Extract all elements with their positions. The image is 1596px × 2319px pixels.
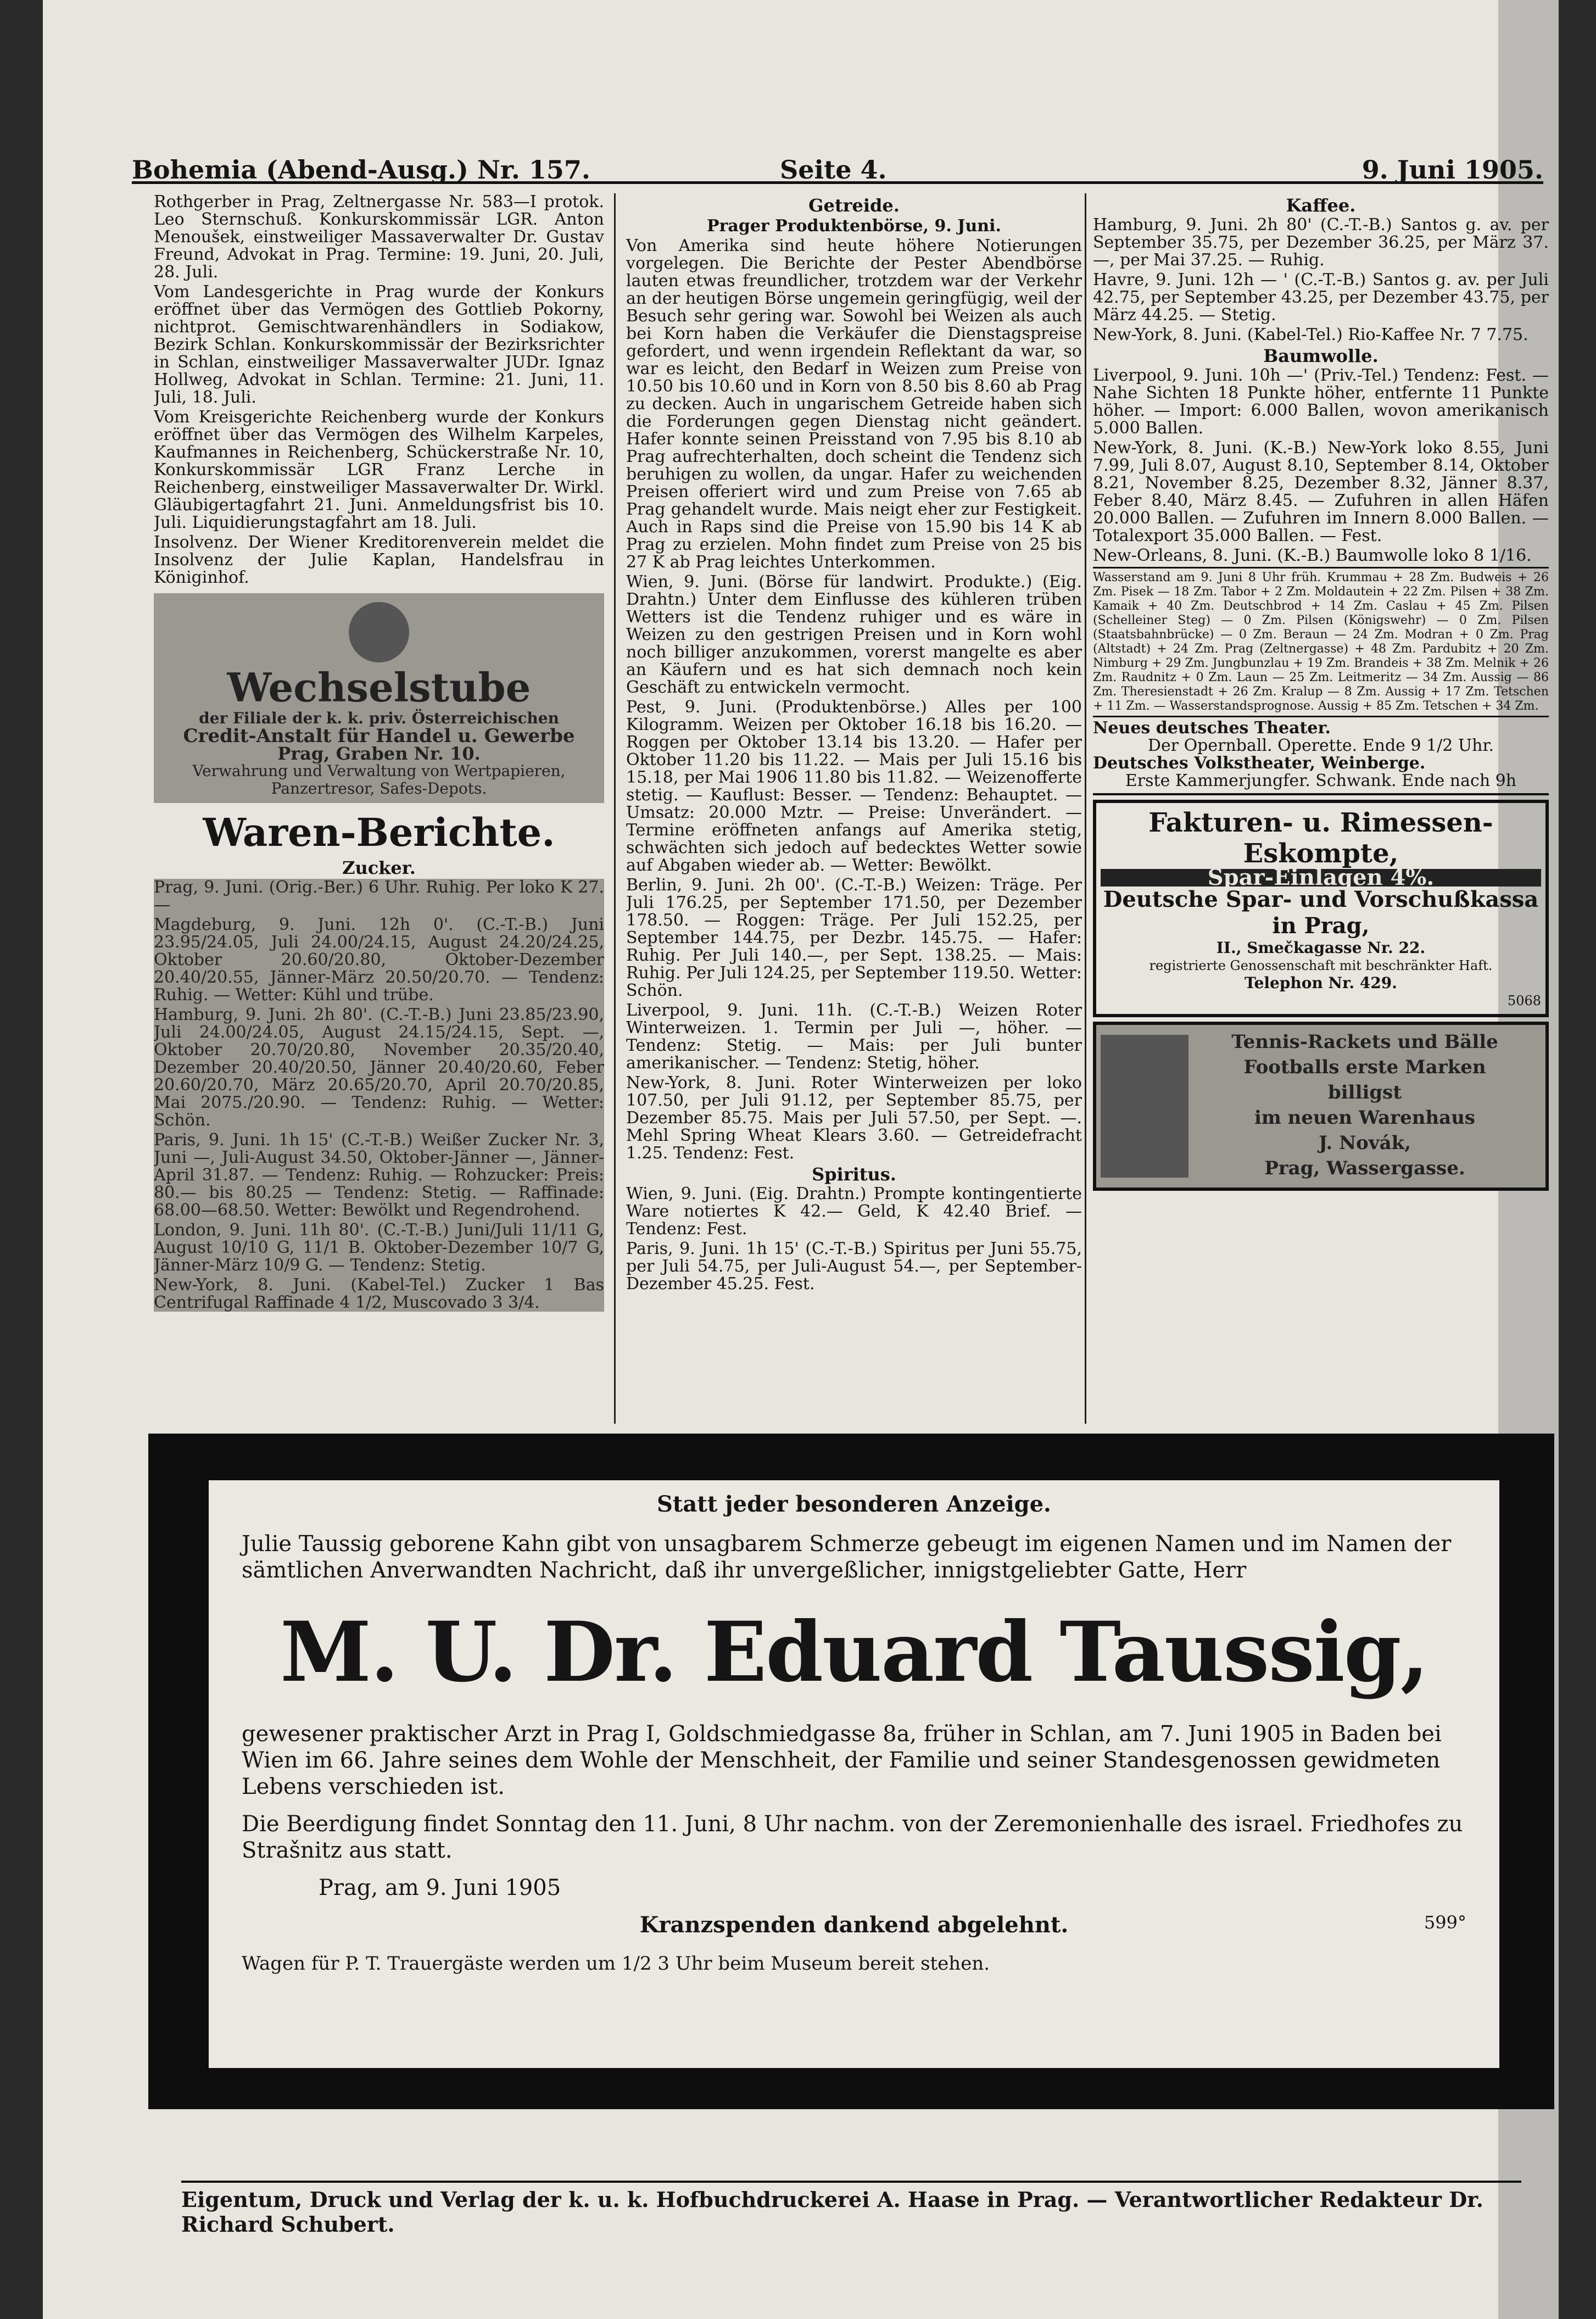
bank-ad-line: Verwahrung und Verwaltung von Wertpapieren, Panzertresor, Safes-Depots. — [192, 762, 566, 798]
masthead-date: 9. Juni 1905. — [1361, 155, 1543, 185]
column-rule — [614, 193, 616, 1424]
tennis-player-illustration-icon — [1101, 1035, 1188, 1178]
insolvency-item: Vom Kreisgerichte Reichenberg wurde der Konkurs eröffnet über das Vermögen des Wilhelm Karpeles, Kaufmannes in Reichenberg, Schückerstraße Nr. 10, Konkurskommissär LGR Franz Lerche in Reichenberg, einstweiliger Massaverwalter Dr. Wirkl. Gläubigertagfahrt 21. Juni. Anmeldungsfrist bis 10. Juli. Liquidierungstagfahrt am 18. Juli. — [154, 408, 604, 532]
notice-place-date: Prag, am 9. Juni 1905 — [319, 1875, 561, 1900]
market-report: Paris, 9. Juni. 1h 15' (C.-T.-B.) Weißer Zucker Nr. 3, Juni —, Juli-August 34.50, Oktober-Jänner —, Jänner-April 31.87. — Tendenz: Ruhig. — Rohzucker: Preis: 80.— bis 80.25 — Tendenz: Stetig. — Raffinade: 68.00—68.50. Wetter: Bewölkt und Regendrohend. — [154, 1130, 604, 1220]
market-report: London, 9. Juni. 11h 80'. (C.-T.-B.) Juni/Juli 11/11 G, August 10/10 G, 11/1 B. Oktober-Dezember 10/7 G, Jänner-März 10/9 G. — Tendenz: Stetig. — [154, 1220, 604, 1275]
deceased-name: M. U. Dr. Eduard Taussig, — [280, 1604, 1428, 1701]
market-report: Hamburg, 9. Juni. 2h 80'. (C.-T.-B.) Juni 23.85/23.90, Juli 24.00/24.05, August 24.15/24.15, Sept. —, Oktober 20.70/20.80, November 20.35/20.40, Dezember 20.40/20.50, Jänner 20.40/20.60, Feber 20.60/20.70, März 20.65/20.70, April 20.70/20.85, Mai 2075./20.90. — Tendenz: Ruhig. — Wetter: Schön. — [154, 1005, 604, 1130]
market-report: Wien, 9. Juni. (Eig. Drahtn.) Prompte kontingentierte Ware notiertes K 42.— Geld, K 42.40 Brief. — Tendenz: Fest. — [626, 1184, 1082, 1239]
section-heading: Baumwolle. — [1263, 345, 1379, 366]
market-report: Pest, 9. Juni. (Produktenbörse.) Alles per 100 Kilogramm. Weizen per Oktober 16.18 bis 16.20. — Roggen per Oktober 13.14 bis 13.20. — Hafer per Oktober 11.20 bis 11.22. — Mais per Juli 15.16 bis 15.18, per Mai 1906 11.80 bis 11.82. — Weizenofferte stetig. — Kauflust: Besser. — Tendenz: Behauptet. — Umsatz: 20.000 Mztr. — Preise: Unverändert. — Termine eröffneten anfangs auf Amerika stetig, schwächten sich jedoch auf bedecktes Wetter sowie auf Abgaben wieder ab. — Wetter: Bewölkt. — [626, 698, 1082, 875]
market-report: New-York, 8. Juni. (K.-B.) New-York loko 8.55, Juni 7.99, Juli 8.07, August 8.10, September 8.14, Oktober 8.21, November 8.25, Dezember 8.32, Jänner 8.37, Feber 8.40, März 8.45. — Zufuhren in allen Häfen 20.000 Ballen. — Zufuhren im Innern 8.000 Ballen. — Totalexport 35.000 Ballen. — Fest. — [1093, 438, 1549, 545]
theatre-heading: Neues deutsches Theater. — [1093, 718, 1331, 738]
notice-number: 599° — [1424, 1912, 1466, 1933]
section-subtitle: Zucker. — [342, 857, 416, 878]
sports-ad-line: im neuen Warenhaus — [1254, 1107, 1476, 1129]
section-title: Waren-Berichte. — [203, 810, 555, 855]
theatre-listing: Der Opernball. Operette. Ende 9 1/2 Uhr. — [1147, 736, 1494, 755]
market-report: New-York, 8. Juni. (Kabel-Tel.) Zucker 1 Bas Centrifugal Raffinade 4 1/2, Muscovado 3 3/4. — [154, 1275, 604, 1312]
notice-carriages: Wagen für P. T. Trauergäste werden um 1/2 3 Uhr beim Museum bereit stehen. — [242, 1953, 990, 1975]
sports-ad-line: J. Novák, — [1318, 1132, 1411, 1154]
insolvency-item: Rothgerber in Prag, Zeltnergasse Nr. 583—I protok. Leo Sternschuß. Konkurskommissär LGR. Anton Menoušek, einstweiliger Massaverwalter Dr. Gustav Freund, Advokat in Prag. Termine: 19. Juni, 20. Juli, 28. Juli. — [154, 193, 604, 282]
death-notice-border — [148, 1434, 1554, 2109]
bank-ad-title: Wechselstube — [227, 664, 531, 711]
market-report: Paris, 9. Juni. 1h 15' (C.-T.-B.) Spiritus per Juni 55.75, per Juli 54.75, per Juli-August 54.—, per September-Dezember 45.25. Fest. — [626, 1239, 1082, 1294]
savings-ad-address: II., Smečkagasse Nr. 22. — [1216, 939, 1426, 957]
savings-ad-bank: Deutsche Spar- und Vorschußkassa in Prag, — [1103, 887, 1539, 939]
market-report: Liverpool, 9. Juni. 10h —' (Priv.-Tel.) Tendenz: Fest. — Nahe Sichten 18 Punkte höher, entfernte 11 Punkte höher. — Import: 6.000 Ballen, wovon amerikanisch 5.000 Ballen. — [1093, 366, 1549, 438]
theatre-listing: Erste Kammerjungfer. Schwank. Ende nach 9h — [1093, 772, 1549, 795]
sports-ad-line: Footballs erste Marken — [1243, 1056, 1486, 1078]
column-1 — [154, 193, 604, 1424]
sports-ad-line: billigst — [1327, 1082, 1402, 1103]
notice-wreaths: Kranzspenden dankend abgelehnt. — [639, 1912, 1069, 1938]
notice-funeral: Die Beerdigung findet Sonntag den 11. Juni, 8 Uhr nachm. von der Zeremonienhalle des israel. Friedhofes zu Strašnitz aus statt. — [242, 1811, 1463, 1863]
column-2 — [626, 193, 1082, 1424]
theatre-heading: Deutsches Volkstheater, Weinberge. — [1093, 754, 1426, 773]
market-report: Hamburg, 9. Juni. 2h 80' (C.-T.-B.) Santos g. av. per September 35.75, per Dezember 36.25, per März 37.—, per Mai 37.25. — Ruhig. — [1093, 215, 1549, 270]
sports-ad-line: Prag, Wassergasse. — [1264, 1157, 1465, 1179]
savings-ad-telephone: Telephon Nr. 429. — [1244, 974, 1398, 992]
sports-ad-line: Tennis-Rackets und Bälle — [1231, 1031, 1498, 1053]
eagle-emblem-icon — [349, 602, 409, 662]
section-heading: Kaffee. — [1286, 195, 1356, 216]
column-3 — [1093, 193, 1549, 1424]
column-rule — [1085, 193, 1086, 1424]
masthead-paper: Bohemia (Abend-Ausg.) Nr. 157. — [132, 155, 590, 185]
savings-ad-title: Fakturen- u. Rimessen-Eskompte, — [1148, 807, 1493, 869]
section-subheading: Prager Produktenbörse, 9. Juni. — [707, 216, 1001, 236]
notice-headline: Statt jeder besonderen Anzeige. — [657, 1491, 1051, 1517]
bank-ad — [154, 593, 604, 803]
masthead-page: Seite 4. — [780, 155, 887, 185]
savings-ad-registration: registrierte Genossenschaft mit beschränkter Haft. — [1149, 958, 1493, 973]
sports-shop-ad — [1093, 1022, 1549, 1191]
section-heading: Spiritus. — [812, 1164, 896, 1185]
market-report: Havre, 9. Juni. 12h — ' (C.-T.-B.) Santos g. av. per Juli 42.75, per September 43.25, per Dezember 43.75, per März 44.25. — Stetig. — [1093, 270, 1549, 325]
market-report: Magdeburg, 9. Juni. 12h 0'. (C.-T.-B.) Juni 23.95/24.05, Juli 24.00/24.15, August 24.20/24.25, Oktober 20.60/20.80, Oktober-Dezember 20.40/20.55, Jänner-März 20.50/20.70. — Tendenz: Ruhig. — Wetter: Kühl und trübe. — [154, 915, 604, 1005]
bank-ad-line: Prag, Graben Nr. 10. — [277, 743, 481, 764]
death-notice — [209, 1480, 1499, 2068]
section-heading: Getreide. — [808, 195, 900, 216]
masthead — [132, 155, 1543, 184]
market-report: New-York, 8. Juni. (Kabel-Tel.) Rio-Kaffee Nr. 7 7.75. — [1093, 325, 1528, 344]
water-level-report: Wasserstand am 9. Juni 8 Uhr früh. Krummau + 28 Zm. Budweis + 26 Zm. Pisek — 18 Zm. Tabor + 2 Zm. Moldautein + 22 Zm. Pilsen + 38 Zm. Kamaik + 40 Zm. Deutschbrod + 14 Zm. Caslau + 45 Zm. Pilsen (Schelleiner Steg) — 0 Zm. Pilsen (Königswehr) — 0 Zm. Pilsen (Staatsbahnbrücke) — 0 Zm. Beraun — 24 Zm. Modran + 0 Zm. Prag (Altstadt) + 24 Zm. Prag (Zeltnergasse) + 48 Zm. Pardubitz + 20 Zm. Nimburg + 29 Zm. Jungbunzlau + 19 Zm. Brandeis + 38 Zm. Melnik + 26 Zm. Raudnitz + 0 Zm. Laun — 25 Zm. Leitmeritz — 34 Zm. Aussig — 86 Zm. Theresienstadt + 26 Zm. Kralup — 8 Zm. Aussig + 17 Zm. Tetschen + 11 Zm. — Wasserstandsprognose. Aussig + 85 Zm. Tetschen + 34 Zm. — [1093, 567, 1549, 717]
savings-ad-number: 5068 — [1507, 993, 1541, 1008]
market-report: Wien, 9. Juni. (Börse für landwirt. Produkte.) (Eig. Drahtn.) Unter dem Einflusse des kühleren trüben Wetters ist die Tendenz ruhiger und es wäre in Weizen zu den gestrigen Preisen und in Korn wohl noch billiger anzukommen, vorerst mangelte es aber an Käufern und es hat sich demnach noch kein Geschäft zu entwickeln vermocht. — [626, 572, 1082, 697]
savings-ad-rate: Spar-Einlagen 4%. — [1101, 869, 1541, 887]
imprint-footer: Eigentum, Druck und Verlag der k. u. k. Hofbuchdruckerei A. Haase in Prag. — Verantwortlicher Redakteur Dr. Richard Schubert. — [181, 2181, 1521, 2237]
bank-ad-line: der Filiale der k. k. priv. Österreichischen — [199, 709, 559, 727]
market-report: Liverpool, 9. Juni. 11h. (C.-T.-B.) Weizen Roter Winterweizen. 1. Termin per Juli —, höher. — Tendenz: Stetig. — Mais: per Juli bunter amerikanischer. — Tendenz: Stetig, höher. — [626, 1001, 1082, 1073]
market-report: New-Orleans, 8. Juni. (K.-B.) Baumwolle loko 8 1/16. — [1093, 546, 1532, 565]
savings-bank-ad — [1093, 800, 1549, 1017]
market-report: Prag, 9. Juni. (Orig.-Ber.) 6 Uhr. Ruhig. Per loko K 27.— — [154, 878, 604, 915]
notice-text: gewesener praktischer Arzt in Prag I, Goldschmiedgasse 8a, früher in Schlan, am 7. Juni 1905 in Baden bei Wien im 66. Jahre seines dem Wohle der Menschheit, der Familie und seiner Standesgenossen gewidmeten Lebens verschieden ist. — [242, 1721, 1442, 1799]
insolvency-item: Vom Landesgerichte in Prag wurde der Konkurs eröffnet über das Vermögen des Gottlieb Pokorny, nichtprot. Gemischtwarenhändlers in Sodiakow, Bezirk Schlan. Konkurskommissär der Bezirksrichter in Schlan, einstweiliger Massaverwalter JUDr. Ignaz Hollweg, Advokat in Schlan. Termine: 21. Juni, 11. Juli, 18. Juli. — [154, 282, 604, 407]
bank-ad-line: Credit-Anstalt für Handel u. Gewerbe — [183, 725, 575, 747]
insolvency-item: Insolvenz. Der Wiener Kreditorenverein meldet die Insolvenz der Julie Kaplan, Handelsfrau in Königinhof. — [154, 533, 604, 587]
notice-text: Julie Taussig geborene Kahn gibt von unsagbarem Schmerze gebeugt im eigenen Namen und im Namen der sämtlichen Anverwandten Nachricht, daß ihr unvergeßlicher, innigstgeliebter Gatte, Herr — [242, 1531, 1452, 1583]
market-report: New-York, 8. Juni. Roter Winterweizen per loko 107.50, per Juli 91.12, per September 85.75, per Dezember 85.75. Mais per Juli 57.50, per Sept. —. Mehl Spring Wheat Klears 3.60. — Getreidefracht 1.25. Tendenz: Fest. — [626, 1073, 1082, 1163]
market-report: Berlin, 9. Juni. 2h 00'. (C.-T.-B.) Weizen: Träge. Per Juli 176.25, per September 171.50, per Dezember 178.50. — Roggen: Träge. Per Juli 152.25, per September 144.75, per Dezbr. 145.75. — Hafer: Ruhig. Per Juli 140.—, per Sept. 138.25. — Mais: Ruhig. Per Juli 124.25, per September 119.50. Wetter: Schön. — [626, 876, 1082, 1000]
market-report: Von Amerika sind heute höhere Notierungen vorgelegen. Die Berichte der Pester Abendbörse lauten etwas freundlicher, trotzdem war der Verkehr an der heutigen Börse ungemein geringfügig, weil der Besuch sehr gering war. Sowohl bei Weizen als auch bei Korn haben die Verkäufer die Dienstagspreise gefordert, und wenn irgendein Reflektant da war, so war es leicht, den Bedarf in Weizen zum Preise von 10.50 bis 10.60 und in Korn von 8.50 bis 8.60 ab Prag zu decken. Auch in ungarischem Getreide haben sich die Forderungen gegen Dienstag nicht geändert. Hafer konnte seinen Preisstand von 7.95 bis 8.10 ab Prag aufrechterhalten, doch scheint die Tendenz sich beruhigen zu wollen, da ungar. Hafer zu weichenden Preisen offeriert wird und zum Preise von 7.65 ab Prag gehandelt wurde. Mais neigt eher zur Festigkeit. Auch in Raps sind die Preise von 15.90 bis 14 K ab Prag zu erzielen. Mohn findet zum Preise von 25 bis 27 K ab Prag leichtes Unterkommen. — [626, 236, 1082, 572]
